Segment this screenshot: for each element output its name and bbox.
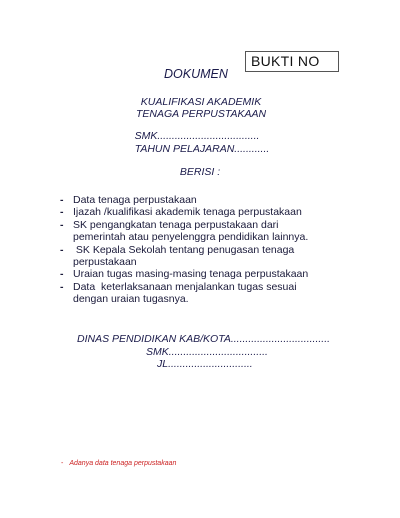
- list-bullet: -: [60, 268, 64, 281]
- footer-jl-line: JL.............................: [157, 358, 253, 370]
- list-item: [60, 194, 360, 206]
- bukti-number-box: BUKTI NO: [245, 51, 339, 72]
- dinas-pendidikan-line: DINAS PENDIDIKAN KAB/KOTA..................................: [77, 333, 331, 345]
- list-bullet: -: [60, 280, 64, 293]
- contents-list: [60, 194, 360, 306]
- footnote: [61, 460, 176, 467]
- footer-smk-line: SMK..................................: [146, 346, 268, 358]
- list-item-text-continued: perpustakaan: [73, 256, 137, 269]
- list-bullet: -: [60, 194, 64, 206]
- list-bullet: -: [60, 206, 64, 219]
- list-item-text: Data tenaga perpustakaan: [73, 194, 197, 206]
- list-item-text: SK Kepala Sekolah tentang penugasan tenaga: [73, 243, 295, 256]
- list-item-text: SK pengangkatan tenaga perpustakaan dari: [73, 218, 279, 231]
- list-item: [60, 219, 360, 244]
- list-item: [60, 206, 360, 218]
- berisi-label: BERISI :: [179, 166, 221, 178]
- list-item: [60, 244, 360, 269]
- heading-tenaga: TENAGA PERPUSTAKAAN: [135, 108, 267, 120]
- list-item-text: Data keterlaksanaan menjalankan tugas sesuai: [73, 280, 297, 293]
- list-item-text-continued: pemerintah atau penyelenggra pendidikan lainnya.: [73, 231, 309, 244]
- heading-kualifikasi: KUALIFIKASI AKADEMIK: [140, 96, 262, 108]
- document-title: DOKUMEN: [164, 67, 228, 81]
- list-item-text: Uraian tugas masing-masing tenaga perpustakaan: [73, 268, 309, 281]
- list-item-text-continued: dengan uraian tugasnya.: [73, 293, 189, 306]
- footnote-bullet: -: [61, 460, 64, 467]
- list-bullet: -: [60, 243, 64, 256]
- list-item: [60, 268, 360, 280]
- list-item: [60, 281, 360, 306]
- list-bullet: -: [60, 218, 64, 231]
- smk-line: SMK...................................: [134, 130, 260, 142]
- list-item-text: Ijazah /kualifikasi akademik tenaga perpustakaan: [73, 206, 302, 219]
- tahun-pelajaran-line: TAHUN PELAJARAN............: [134, 143, 270, 155]
- footnote-text: Adanya data tenaga perpustakaan: [69, 460, 177, 467]
